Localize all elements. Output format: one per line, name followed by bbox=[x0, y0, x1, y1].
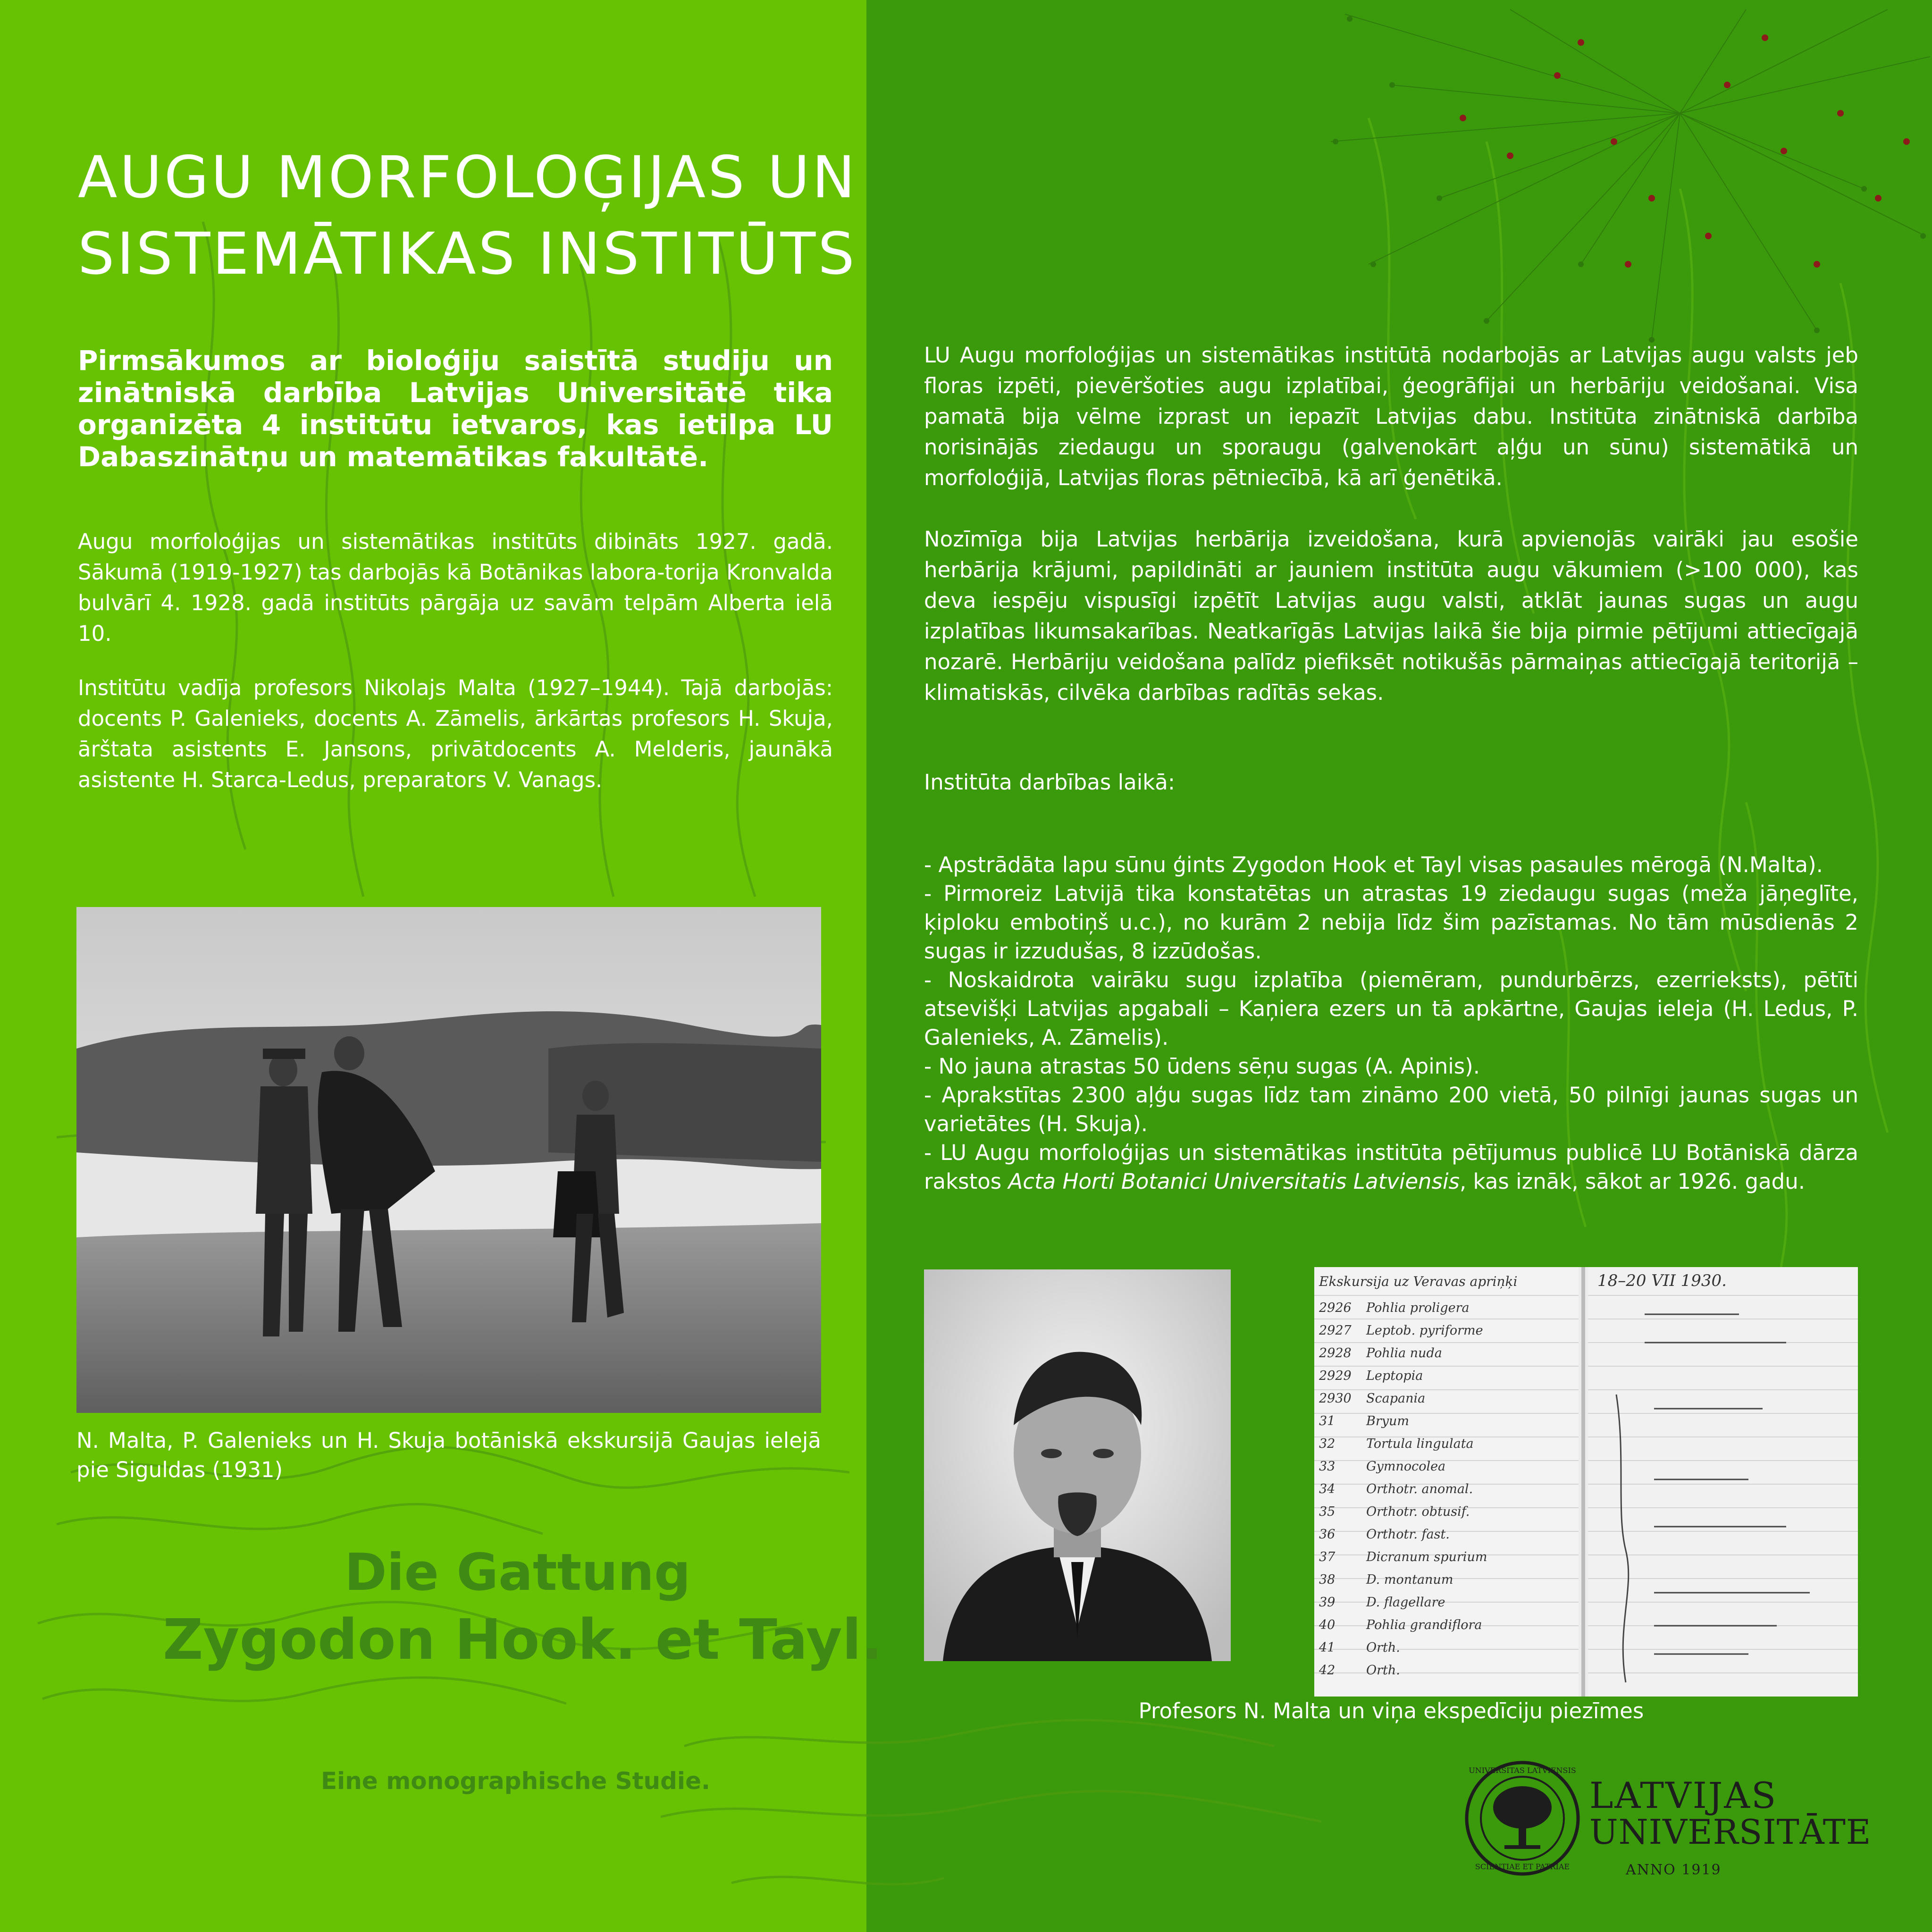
list-item: - Pirmoreiz Latvijā tika konstatētas un atrastas 19 ziedaugu sugas (meža jāņeglīte, ķiploku embotiņš u.c.), no kurām 2 nebija līdz šim pazīstamas. No tām mūsdienās 2 sugas ir izzudušas, 8 izzūdošas. bbox=[924, 881, 1858, 964]
notes-entry-number: 2927 bbox=[1319, 1323, 1352, 1338]
list-item-prefix: - LU Augu morfoloģijas un sistemātikas institūta pētījumus publicē LU Botāniskā dārza rakstos bbox=[924, 1140, 1858, 1194]
seal-top-text: UNIVERSITAS LATVIENSIS bbox=[1469, 1766, 1576, 1775]
notes-entry-name: Leptopia bbox=[1366, 1369, 1423, 1383]
notes-entry-name: Orthotr. fast. bbox=[1366, 1527, 1450, 1542]
title-line1: AUGU MORFOLOĢIJAS UN bbox=[78, 144, 857, 211]
notes-entry-number: 40 bbox=[1319, 1618, 1336, 1632]
list-item: - Noskaidrota vairāku sugu izplatība (piemēram, pundurbērzs, ezerrieksts), pētīti atsevišķi Latvijas apgabali – Kaņiera ezers un tā apkārtne, Gaujas ieleja (H. Ledus, P. Galenieks, A. Zāmelis). bbox=[924, 967, 1858, 1050]
notes-entry-number: 2926 bbox=[1319, 1301, 1352, 1315]
notes-entry-name: D. flagellare bbox=[1366, 1595, 1445, 1610]
notes-entry-name: D. montanum bbox=[1366, 1572, 1453, 1587]
left-paragraph-2: Institūtu vadīja profesors Nikolajs Malta (1927–1944). Tajā darbojās: docents P. Galenieks, docents A. Zāmelis, ārkārtas profesors H. Skuja, ārštata asistents E. Jansons, privātdocents A. Melderis, jaunākā asistente H. Starca-Ledus, preparators V. Vanags. bbox=[78, 675, 833, 792]
portrait-photo bbox=[924, 1269, 1231, 1661]
notes-entry-number: 2929 bbox=[1319, 1369, 1352, 1383]
notes-entry-number: 31 bbox=[1319, 1414, 1336, 1428]
excursion-photo bbox=[76, 907, 821, 1413]
background-print-line2: Zygodon Hook. et Tayl. bbox=[163, 1607, 882, 1672]
list-item-suffix: , kas iznāk, sākot ar 1926. gadu. bbox=[1459, 1169, 1806, 1194]
notes-entry-name: Scapania bbox=[1366, 1391, 1426, 1406]
left-paragraph-1: Augu morfoloģijas un sistemātikas institūts dibināts 1927. gadā. Sākumā (1919-1927) tas darbojās kā Botānikas labora-torija Kronvalda bulvārī 4. 1928. gadā institūts pārgāja uz savām telpām Alberta ielā 10. bbox=[78, 529, 833, 646]
notes-entry-name: Bryum bbox=[1366, 1414, 1409, 1428]
notes-heading-right: 18–20 VII 1930. bbox=[1597, 1271, 1727, 1290]
notes-entry-number: 42 bbox=[1319, 1663, 1336, 1678]
expedition-notes-photo bbox=[1314, 1267, 1858, 1697]
background-print-line3: Eine monographische Studie. bbox=[321, 1767, 710, 1795]
seal-bottom-text: SCIENTIAE ET PATRIAE bbox=[1475, 1862, 1570, 1871]
notes-entry-name: Pohlia nuda bbox=[1366, 1346, 1442, 1361]
title-line2: SISTEMĀTIKAS INSTITŪTS bbox=[78, 220, 857, 287]
notes-entry-name: Leptob. pyriforme bbox=[1366, 1323, 1483, 1338]
notes-entry-name: Pohlia proligera bbox=[1366, 1301, 1470, 1315]
notes-entry-name: Orthotr. anomal. bbox=[1366, 1482, 1473, 1496]
right-paragraph-1: LU Augu morfoloģijas un sistemātikas institūtā nodarbojās ar Latvijas augu valsts jeb floras izpēti, pievēršoties augu izplatībai, ģeogrāfijai un herbāriju veidošanai. Visa pamatā bija vēlme izprast un iepazīt Latvijas dabu. Institūta zinātniskā darbība norisinājās ziedaugu un sporaugu (galvenokārt aļģu un sūnu) sistemātikā un morfoloģijā, Latvijas floras pētniecībā, kā arī ģenētikā. bbox=[924, 343, 1858, 490]
notes-entry-number: 32 bbox=[1319, 1436, 1336, 1451]
portrait-caption: Profesors N. Malta un viņa ekspedīciju piezīmes bbox=[1138, 1698, 1644, 1723]
notes-heading-left: Ekskursija uz Veravas apriņķi bbox=[1319, 1274, 1518, 1289]
notes-entry-name: Orth. bbox=[1366, 1640, 1400, 1655]
notes-entry-name: Tortula lingulata bbox=[1366, 1436, 1474, 1451]
notes-entry-number: 34 bbox=[1319, 1482, 1336, 1496]
journal-title: Acta Horti Botanici Universitatis Latviensis bbox=[1008, 1169, 1460, 1194]
notes-entry-number: 2930 bbox=[1319, 1391, 1352, 1406]
list-item: - Apstrādāta lapu sūnu ģints Zygodon Hook et Tayl visas pasaules mērogā (N.Malta). bbox=[924, 852, 1823, 877]
logo-line2: UNIVERSITĀTE bbox=[1589, 1812, 1872, 1852]
notes-entry-number: 41 bbox=[1319, 1640, 1336, 1655]
activity-list bbox=[924, 826, 1858, 1196]
notes-entry-name: Orthotr. obtusif. bbox=[1366, 1504, 1470, 1519]
notes-entry-number: 36 bbox=[1319, 1527, 1336, 1542]
page-title bbox=[78, 139, 1163, 292]
notes-entry-name: Dicranum spurium bbox=[1366, 1550, 1487, 1564]
activity-list-title: Institūta darbības laikā: bbox=[924, 770, 1176, 795]
tree-icon bbox=[1493, 1786, 1552, 1849]
list-spacer bbox=[924, 826, 1858, 850]
notes-entry-number: 39 bbox=[1319, 1595, 1336, 1610]
notes-entry-number: 38 bbox=[1319, 1572, 1336, 1587]
notes-entry-name: Orth. bbox=[1366, 1663, 1400, 1678]
list-item bbox=[924, 1138, 1858, 1196]
notes-entry-number: 33 bbox=[1319, 1459, 1336, 1474]
logo-line1: LATVIJAS bbox=[1589, 1774, 1778, 1816]
notes-entry-number: 2928 bbox=[1319, 1346, 1352, 1361]
list-item: - Aprakstītas 2300 aļģu sugas līdz tam zināmo 200 vietā, 50 pilnīgi jaunas sugas un varietātes (H. Skuja). bbox=[924, 1083, 1858, 1136]
notes-entry-number: 35 bbox=[1319, 1504, 1336, 1519]
right-paragraph-2: Nozīmīga bija Latvijas herbārija izveidošana, kurā apvienojās vairāki jau esošie herbārija krājumi, papildināti ar jauniem institūta augu vākumiem (>100 000), kas deva iespēju vispusīgi izpētīt Latvijas augu valsti, atklāt jaunas sugas un augu izplatības likumsakarības. Neatkarīgās Latvijas laikā šie bija pirmie pētījumi attiecīgajā nozarē. Herbāriju veidošana palīdz piefiksēt notikušās pārmaiņas attiecīgajā teritorijā – klimatiskās, cilvēka darbības radītās sekas. bbox=[924, 527, 1858, 705]
logo-line3: ANNO 1919 bbox=[1626, 1862, 1722, 1878]
list-item: - No jauna atrastas 50 ūdens sēņu sugas (A. Apinis). bbox=[924, 1054, 1480, 1079]
excursion-photo-caption: N. Malta, P. Galenieks un H. Skuja botāniskā ekskursijā Gaujas ielejā pie Siguldas (1931) bbox=[76, 1428, 821, 1482]
notes-entry-name: Gymnocolea bbox=[1366, 1459, 1446, 1474]
notes-entry-name: Pohlia grandiflora bbox=[1366, 1618, 1482, 1632]
background-print-line1: Die Gattung bbox=[344, 1543, 691, 1602]
notes-entry-number: 37 bbox=[1319, 1550, 1336, 1564]
lead-paragraph: Pirmsākumos ar bioloģiju saistītā studiju un zinātniskā darbība Latvijas Universitātē tika organizēta 4 institūtu ietvaros, kas ietilpa LU Dabaszinātņu un matemātikas fakultātē. bbox=[78, 344, 833, 473]
